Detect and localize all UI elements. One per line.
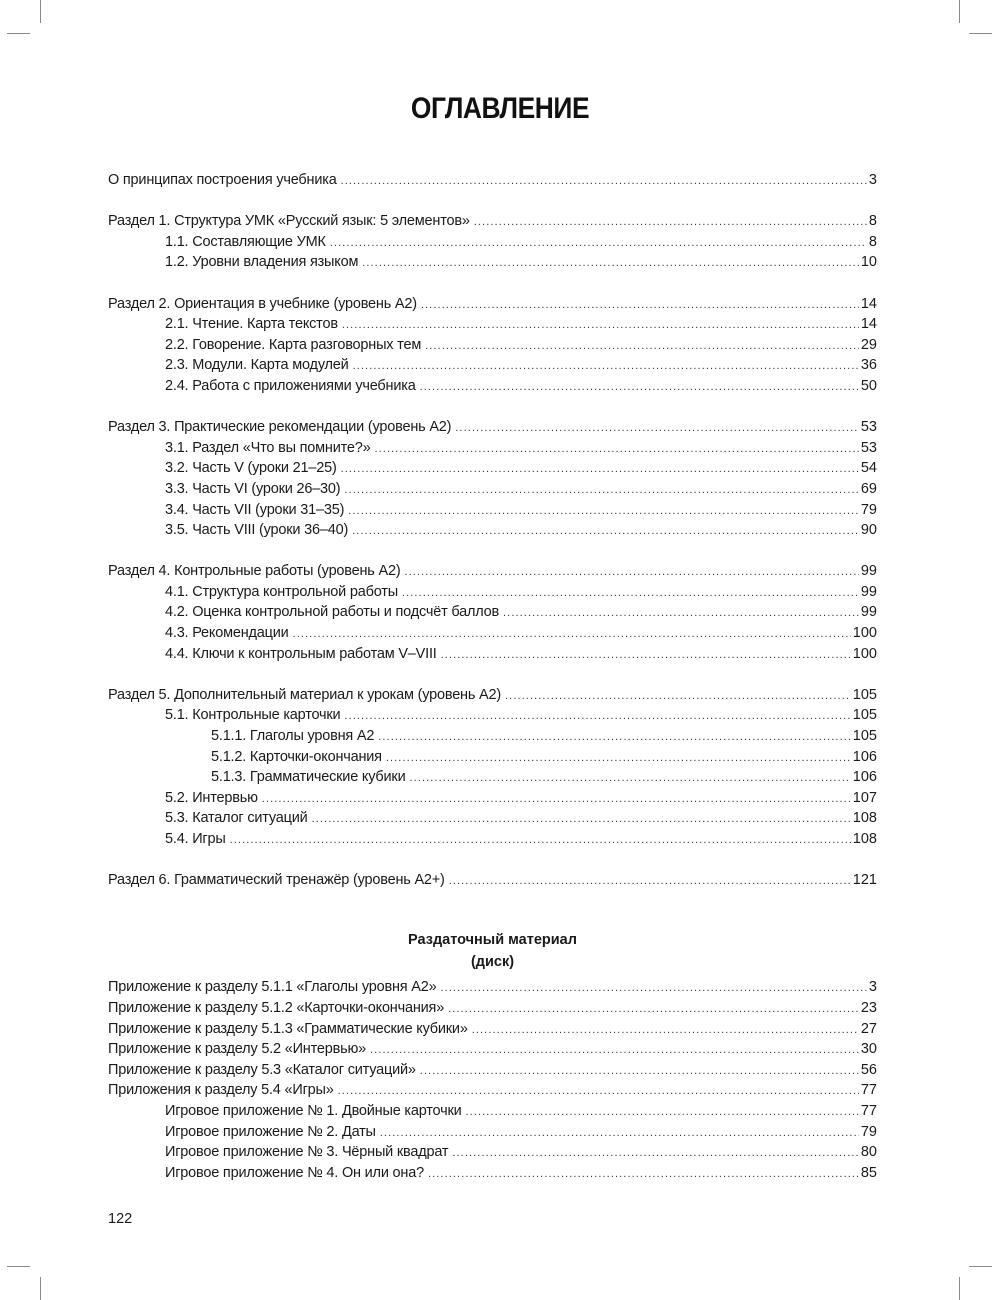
handout-heading-line1: Раздаточный материал bbox=[408, 932, 577, 949]
toc-entry-page: 105 bbox=[852, 686, 877, 703]
dot-leader bbox=[341, 171, 867, 192]
dot-leader bbox=[455, 418, 859, 439]
handout-heading-line2: (диск) bbox=[470, 954, 515, 971]
toc-entry-label: 1.2. Уровни владения языком bbox=[165, 254, 359, 271]
toc-entry-page: 23 bbox=[860, 999, 877, 1016]
spacer bbox=[108, 664, 877, 685]
toc-entry[interactable] bbox=[108, 1101, 877, 1122]
toc-entry-page: 105 bbox=[852, 728, 877, 745]
dot-leader bbox=[338, 1081, 859, 1102]
dot-leader bbox=[330, 233, 867, 254]
toc-entry-page: 85 bbox=[860, 1164, 877, 1181]
toc-entry[interactable] bbox=[108, 1019, 877, 1040]
toc-entry-page: 56 bbox=[860, 1061, 877, 1078]
dot-leader bbox=[374, 439, 858, 460]
toc-entry[interactable] bbox=[108, 808, 877, 829]
toc-entry-label: О принципах построения учебника bbox=[108, 172, 337, 188]
dot-leader bbox=[362, 253, 859, 274]
toc-entry[interactable] bbox=[108, 829, 877, 850]
toc-entry[interactable] bbox=[108, 294, 877, 315]
toc-entry[interactable] bbox=[108, 458, 877, 479]
toc-entry-page: 107 bbox=[852, 789, 877, 806]
toc-entry-label: 4.2. Оценка контрольной работы и подсчёт баллов bbox=[165, 604, 500, 621]
toc-entry[interactable] bbox=[108, 685, 877, 706]
dot-leader bbox=[421, 295, 859, 316]
toc-entry[interactable] bbox=[108, 1039, 877, 1060]
toc-entry-label: Игровое приложение № 3. Чёрный квадрат bbox=[165, 1144, 449, 1161]
toc-entry-page: 69 bbox=[860, 480, 877, 497]
toc-entry-label: Раздел 3. Практические рекомендации (уровень А2) bbox=[108, 419, 452, 436]
toc-entry-page: 100 bbox=[852, 645, 877, 662]
dot-leader bbox=[449, 871, 851, 892]
dot-leader bbox=[452, 1143, 859, 1164]
dot-leader bbox=[230, 830, 851, 851]
toc-entry-page: 3 bbox=[868, 979, 877, 996]
toc-entry[interactable] bbox=[108, 520, 877, 541]
dot-leader bbox=[370, 1040, 859, 1061]
toc-main-list bbox=[108, 170, 877, 891]
handout-heading bbox=[108, 929, 877, 973]
toc-entry[interactable] bbox=[108, 335, 877, 356]
toc-entry-page: 53 bbox=[860, 439, 877, 456]
dot-leader bbox=[312, 809, 851, 830]
dot-leader bbox=[344, 480, 858, 501]
crop-mark-top-left-horizontal bbox=[7, 33, 30, 34]
dot-leader bbox=[341, 459, 859, 480]
toc-entry[interactable] bbox=[108, 582, 877, 603]
toc-entry[interactable] bbox=[108, 602, 877, 623]
toc-entry-label: 3.4. Часть VII (уроки 31–35) bbox=[165, 501, 345, 518]
dot-leader bbox=[342, 315, 859, 336]
crop-mark-top-left-vertical bbox=[40, 0, 41, 23]
dot-leader bbox=[348, 501, 859, 522]
toc-entry-label: 2.4. Работа с приложениями учебника bbox=[165, 377, 416, 394]
toc-entry[interactable] bbox=[108, 705, 877, 726]
toc-entry-label: Приложение к разделу 5.1.3 «Грамматические кубики» bbox=[108, 1020, 468, 1037]
dot-leader bbox=[440, 978, 866, 999]
toc-entry-label: Приложение к разделу 5.1.2 «Карточки-окончания» bbox=[108, 999, 445, 1016]
page-title: ОГЛАВЛЕНИЕ bbox=[410, 92, 590, 125]
crop-mark-bottom-right-horizontal bbox=[969, 1266, 992, 1267]
dot-leader bbox=[505, 686, 851, 707]
toc-entry-label: 3.1. Раздел «Что вы помните?» bbox=[165, 439, 371, 456]
toc-entry[interactable] bbox=[108, 211, 877, 232]
dot-leader bbox=[425, 336, 859, 357]
dot-leader bbox=[441, 645, 851, 666]
crop-mark-top-right-horizontal bbox=[969, 33, 992, 34]
spacer bbox=[108, 397, 877, 418]
toc-entry-label: 2.3. Модули. Карта модулей bbox=[165, 357, 349, 374]
toc-entry-label: 5.1. Контрольные карточки bbox=[165, 707, 341, 724]
toc-entry[interactable] bbox=[108, 252, 877, 273]
toc-entry-page: 106 bbox=[852, 769, 877, 786]
toc-entry[interactable] bbox=[108, 998, 877, 1019]
toc-entry-label: Раздел 1. Структура УМК «Русский язык: 5 элементов» bbox=[108, 213, 470, 230]
toc-entry-page: 27 bbox=[860, 1020, 877, 1037]
toc-entry-page: 30 bbox=[860, 1041, 877, 1058]
toc-entry-page: 80 bbox=[860, 1144, 877, 1161]
spacer bbox=[108, 850, 877, 871]
dot-leader bbox=[404, 562, 858, 583]
toc-entry-page: 3 bbox=[868, 172, 877, 188]
dot-leader bbox=[353, 356, 859, 377]
crop-mark-bottom-right-vertical bbox=[959, 1277, 960, 1300]
dot-leader bbox=[474, 212, 867, 233]
toc-entry[interactable] bbox=[108, 747, 877, 768]
toc-entry[interactable] bbox=[108, 767, 877, 788]
toc-entry-label: 5.1.2. Карточки-окончания bbox=[211, 748, 382, 765]
toc-entry-label: Раздел 6. Грамматический тренажёр (уровень А2+) bbox=[108, 872, 445, 889]
toc-entry-page: 14 bbox=[860, 295, 877, 312]
toc-entry[interactable] bbox=[108, 479, 877, 500]
toc-entry[interactable] bbox=[108, 355, 877, 376]
dot-leader bbox=[448, 999, 859, 1020]
toc-entry-page: 8 bbox=[868, 233, 877, 250]
toc-entry-label: 5.1.3. Грамматические кубики bbox=[211, 769, 406, 786]
toc-entry-page: 54 bbox=[860, 460, 877, 477]
toc-entry-label: Приложения к разделу 5.4 «Игры» bbox=[108, 1082, 334, 1099]
toc-entry[interactable] bbox=[108, 438, 877, 459]
dot-leader bbox=[380, 1123, 859, 1144]
toc-entry-label: 5.3. Каталог ситуаций bbox=[165, 810, 308, 827]
toc-entry[interactable] bbox=[108, 1142, 877, 1163]
toc-entry-label: Раздел 5. Дополнительный материал к урокам (уровень А2) bbox=[108, 686, 502, 703]
page-number: 122 bbox=[108, 1211, 133, 1227]
crop-mark-bottom-left-vertical bbox=[40, 1277, 41, 1300]
spacer bbox=[108, 541, 877, 562]
dot-leader bbox=[402, 583, 859, 604]
dot-leader bbox=[352, 521, 859, 542]
toc-entry[interactable] bbox=[108, 232, 877, 253]
dot-leader bbox=[420, 377, 859, 398]
toc-entry[interactable] bbox=[108, 170, 877, 191]
toc-entry-label: Приложение к разделу 5.1.1 «Глаголы уровня А2» bbox=[108, 979, 437, 996]
crop-mark-bottom-left-horizontal bbox=[7, 1266, 30, 1267]
toc-entry-page: 53 bbox=[860, 419, 877, 436]
toc-entry[interactable] bbox=[108, 644, 877, 665]
dot-leader bbox=[428, 1164, 859, 1185]
toc-entry-page: 108 bbox=[852, 810, 877, 827]
toc-entry-label: 5.1.1. Глаголы уровня А2 bbox=[211, 728, 375, 745]
toc-entry-label: Раздел 4. Контрольные работы (уровень А2) bbox=[108, 563, 401, 580]
toc-entry[interactable] bbox=[108, 1122, 877, 1143]
toc-entry-label: Приложение к разделу 5.2 «Интервью» bbox=[108, 1041, 367, 1058]
toc-entry-page: 99 bbox=[860, 604, 877, 621]
toc-entry[interactable] bbox=[108, 788, 877, 809]
toc-entry-label: Игровое приложение № 1. Двойные карточки bbox=[165, 1102, 462, 1119]
toc-entry-page: 14 bbox=[860, 316, 877, 333]
dot-leader bbox=[472, 1020, 859, 1041]
toc-entry-page: 99 bbox=[860, 583, 877, 600]
dot-leader bbox=[344, 706, 850, 727]
toc-handout-list bbox=[108, 977, 877, 1183]
toc-entry-page: 36 bbox=[860, 357, 877, 374]
toc-entry-page: 79 bbox=[860, 1123, 877, 1140]
toc-entry-page: 29 bbox=[860, 336, 877, 353]
crop-mark-top-right-vertical bbox=[959, 0, 960, 23]
toc-entry[interactable] bbox=[108, 977, 877, 998]
toc-entry-label: 2.1. Чтение. Карта текстов bbox=[165, 316, 338, 333]
dot-leader bbox=[293, 624, 851, 645]
toc-entry-label: 4.4. Ключи к контрольным работам V–VIII bbox=[165, 645, 437, 662]
toc-entry-page: 105 bbox=[852, 707, 877, 724]
toc-entry-label: 2.2. Говорение. Карта разговорных тем bbox=[165, 336, 422, 353]
toc-entry-page: 50 bbox=[860, 377, 877, 394]
toc-entry[interactable] bbox=[108, 1163, 877, 1184]
toc-entry[interactable] bbox=[108, 623, 877, 644]
dot-leader bbox=[503, 603, 859, 624]
toc-entry-page: 8 bbox=[868, 213, 877, 230]
toc-entry-label: 3.5. Часть VIII (уроки 36–40) bbox=[165, 522, 349, 539]
dot-leader bbox=[409, 768, 850, 789]
table-of-contents bbox=[108, 170, 877, 1183]
toc-entry-label: 5.4. Игры bbox=[165, 831, 226, 847]
dot-leader bbox=[466, 1102, 859, 1123]
toc-entry[interactable] bbox=[108, 561, 877, 582]
toc-entry-label: 1.1. Составляющие УМК bbox=[165, 233, 326, 250]
dot-leader bbox=[420, 1061, 859, 1082]
toc-entry-label: 3.2. Часть V (уроки 21–25) bbox=[165, 460, 337, 477]
toc-entry-label: Игровое приложение № 2. Даты bbox=[165, 1123, 376, 1140]
toc-entry-page: 106 bbox=[852, 748, 877, 765]
toc-entry-label: Приложение к разделу 5.3 «Каталог ситуаций» bbox=[108, 1061, 416, 1078]
toc-entry-page: 79 bbox=[860, 501, 877, 518]
toc-entry[interactable] bbox=[108, 870, 877, 891]
toc-entry-label: 4.3. Рекомендации bbox=[165, 625, 289, 642]
toc-entry[interactable] bbox=[108, 376, 877, 397]
toc-entry[interactable] bbox=[108, 314, 877, 335]
toc-entry[interactable] bbox=[108, 417, 877, 438]
toc-entry[interactable] bbox=[108, 1060, 877, 1081]
spacer bbox=[108, 911, 877, 929]
toc-entry-page: 10 bbox=[860, 254, 877, 271]
toc-entry-label: Игровое приложение № 4. Он или она? bbox=[165, 1164, 424, 1181]
spacer bbox=[108, 891, 877, 912]
toc-entry-label: 5.2. Интервью bbox=[165, 789, 258, 806]
toc-entry-page: 108 bbox=[852, 831, 877, 847]
toc-entry[interactable] bbox=[108, 726, 877, 747]
toc-entry-page: 99 bbox=[860, 563, 877, 580]
toc-entry[interactable] bbox=[108, 500, 877, 521]
toc-entry-page: 77 bbox=[860, 1102, 877, 1119]
toc-entry-label: 3.3. Часть VI (уроки 26–30) bbox=[165, 480, 341, 497]
toc-entry-page: 77 bbox=[860, 1082, 877, 1099]
toc-entry-page: 90 bbox=[860, 522, 877, 539]
dot-leader bbox=[378, 727, 851, 748]
toc-entry-page: 121 bbox=[852, 872, 877, 889]
toc-entry-label: Раздел 2. Ориентация в учебнике (уровень А2) bbox=[108, 295, 417, 312]
toc-entry-page: 100 bbox=[852, 625, 877, 642]
dot-leader bbox=[262, 789, 851, 810]
spacer bbox=[108, 273, 877, 294]
toc-entry-label: 4.1. Структура контрольной работы bbox=[165, 583, 398, 600]
spacer bbox=[108, 191, 877, 212]
dot-leader bbox=[386, 748, 851, 769]
toc-entry[interactable] bbox=[108, 1080, 877, 1101]
